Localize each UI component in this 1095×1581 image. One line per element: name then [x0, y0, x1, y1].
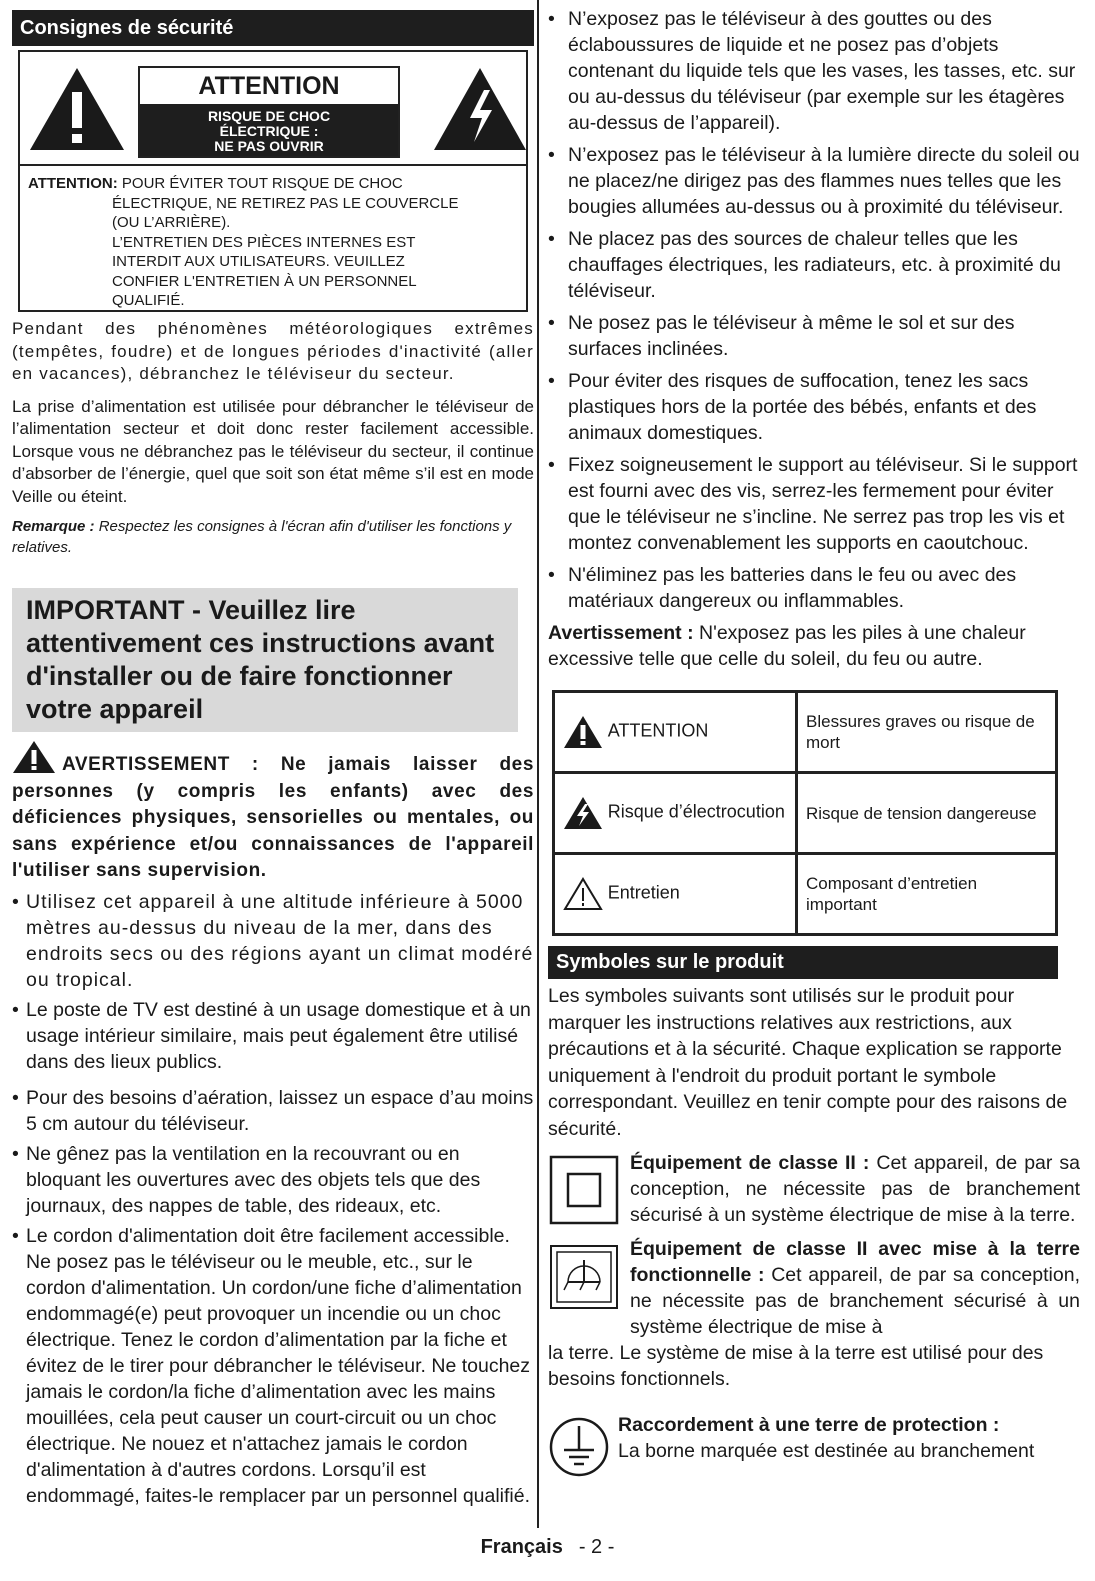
list-item: • Ne placez pas des sources de chaleur telles que les chauffages électriques, les radiateurs, etc. à proximité du téléviseur.	[548, 226, 1080, 304]
class-ii-label: Équipement de classe II :	[630, 1152, 870, 1174]
warning-triangle-icon	[563, 715, 603, 749]
safety-list-left	[12, 889, 534, 1509]
risk-line: NE PAS OUVRIR	[214, 138, 324, 154]
list-item: • N'éliminez pas les batteries dans le feu ou avec des matériaux dangereux ou inflammables.	[548, 562, 1080, 614]
caution-line: ÉLECTRIQUE, NE RETIREZ PAS LE COUVERCLE	[112, 194, 459, 212]
class-ii-desc: Cet appareil, de par sa conception, ne nécessite pas de branchement sécurisé à un système électrique de mise à la terre.	[630, 1152, 1080, 1226]
class-ii-functional-text	[630, 1236, 1080, 1340]
caution-line: POUR ÉVITER TOUT RISQUE DE CHOC	[121, 175, 403, 192]
caution-text	[20, 166, 526, 311]
footer-language: Français	[480, 1536, 563, 1558]
remark	[12, 516, 534, 558]
symbols-title: Symboles sur le produit	[548, 946, 1058, 979]
weather-paragraph	[12, 318, 534, 386]
class-ii-functional-earth-item	[548, 1236, 1080, 1340]
important-heading: IMPORTANT - Veuillez lire attentivement ces instructions avant d'installer ou de faire fonctionner votre appareil	[12, 588, 518, 732]
table-row	[554, 773, 1057, 854]
battery-warning-label: Avertissement :	[548, 622, 694, 644]
caution-label-header	[20, 52, 526, 166]
functional-earth-icon	[548, 1240, 620, 1312]
symbols-table	[552, 690, 1058, 936]
list-item: • Utilisez cet appareil à une altitude inférieure à 5000 mètres au-dessus du niveau de la mer, dans des endroits secs ou des régions ayant un climat modéré ou tropical.	[12, 889, 534, 993]
warning-triangle-icon	[12, 740, 56, 774]
page-number: - 2 -	[578, 1536, 615, 1558]
list-item: • Ne gênez pas la ventilation en la recouvrant ou en bloquant les ouvertures avec des objets tels que des journaux, des nappes de table, des rideaux, etc.	[12, 1141, 534, 1219]
risk-line: RISQUE DE CHOC	[207, 108, 331, 124]
class-ii-item	[548, 1150, 1080, 1228]
caution-line: QUALIFIÉ.	[112, 292, 185, 309]
protective-earth-desc: La borne marquée est destinée au branchement	[618, 1440, 1035, 1462]
left-column	[12, 10, 534, 1509]
risk-line: ÉLECTRIQUE :	[219, 123, 319, 139]
caution-line: CONFIER L'ENTRETIEN À UN PERSONNEL	[112, 272, 417, 290]
avertissement-text: AVERTISSEMENT : Ne jamais laisser des personnes (y compris les enfants) avec des déficiences physiques, sensorielles ou mentales, ou sans expérience et/ou connaissances de l'appareil l'utiliser sans supervision.	[12, 754, 534, 881]
caution-label-box	[18, 50, 528, 312]
symbol-cell	[554, 854, 797, 935]
caution-lead: ATTENTION:	[28, 175, 118, 192]
safety-title: Consignes de sécurité	[12, 10, 534, 46]
exclamation-warning-icon	[28, 66, 126, 152]
remark-text: Respectez les consignes à l'écran afin d'utiliser les fonctions y relatives.	[12, 518, 512, 556]
meaning-cell: Risque de tension dangereuse	[797, 773, 1057, 854]
list-item: • Le cordon d'alimentation doit être facilement accessible. Ne posez pas le téléviseur ou le meuble, etc., sur le cordon d'alimentation. Un cordon/une fiche d’alimentation endommagé(e) peut provoquer un incendie ou un choc électrique. Tenez le cordon d’alimentation par la fiche et évitez de le tirer pour débrancher le téléviseur. Ne touchez jamais le cordon/la fiche d’alimentation avec les mains mouillées, cela peut causer un court-circuit ou un choc électrique. Ne nouez et n'attachez jamais le cordon d'alimentation à d'autres cordons. Lorsqu’il est endommagé, faites-le remplacer par un personnel qualifié.	[12, 1223, 534, 1509]
list-item: • Pour des besoins d’aération, laissez un espace d’au moins 5 cm autour du téléviseur.	[12, 1085, 534, 1137]
symbol-label: Risque d’électrocution	[607, 801, 785, 822]
meaning-cell: Composant d’entretien important	[797, 854, 1057, 935]
class-ii-icon	[548, 1154, 620, 1226]
list-item: • Le poste de TV est destiné à un usage domestique et à un usage intérieur similaire, mais peut également être utilisé dans des lieux publics.	[12, 997, 534, 1075]
list-item: • Fixez soigneusement le support au téléviseur. Si le support est fourni avec des vis, serrez-les fermement pour éviter que le téléviseur ne s’incline. Ne serrez pas trop les vis et montez convenablement les supports en caoutchouc.	[548, 452, 1080, 556]
lightning-warning-icon	[563, 796, 603, 830]
symbol-cell	[554, 773, 797, 854]
symbol-label: ATTENTION	[607, 720, 709, 741]
attention-title: ATTENTION	[198, 72, 340, 100]
class-ii-functional-cont: la terre. Le système de mise à la terre est utilisé pour des besoins fonctionnels.	[548, 1342, 1044, 1390]
remark-label: Remarque :	[12, 518, 95, 535]
battery-warning-text: N'exposez pas les piles à une chaleur excessive telle que celle du soleil, du feu ou autre.	[548, 622, 1026, 670]
right-column	[548, 6, 1080, 1464]
lightning-warning-icon	[432, 66, 528, 152]
class-ii-text	[630, 1150, 1080, 1228]
protective-earth-icon	[548, 1416, 610, 1478]
protective-earth-label: Raccordement à une terre de protection :	[618, 1414, 1000, 1436]
table-row	[554, 854, 1057, 935]
class-ii-functional-desc: Cet appareil, de par sa conception, ne nécessite pas de branchement sécurisé à un système électrique de mise à	[630, 1264, 1080, 1338]
safety-list-right	[548, 6, 1080, 614]
protective-earth-item	[548, 1412, 1080, 1464]
list-item: • Pour éviter des risques de suffocation, tenez les sacs plastiques hors de la portée des bébés, enfants et des animaux domestiques.	[548, 368, 1080, 446]
symbol-cell	[554, 692, 797, 773]
attention-box	[138, 66, 400, 158]
caution-line: L’ENTRETIEN DES PIÈCES INTERNES EST	[112, 233, 416, 251]
page-footer	[0, 1536, 1095, 1559]
weather-text: Pendant des phénomènes météorologiques extrêmes (tempêtes, foudre) et de longues périodes d'inactivité (aller en vacances), débranchez le téléviseur du secteur.	[12, 319, 534, 383]
column-divider	[537, 0, 539, 1528]
meaning-cell: Blessures graves ou risque de mort	[797, 692, 1057, 773]
symbol-label: Entretien	[607, 882, 680, 903]
list-item: • N’exposez pas le téléviseur à des gouttes ou des éclaboussures de liquide et ne posez pas d’objets contenant du liquide tels que les vases, les tasses, etc. sur ou au-dessus du téléviseur (par exemple sur les étagères au-dessus de l’appareil).	[548, 6, 1080, 136]
caution-line: (OU L’ARRIÈRE).	[112, 214, 231, 231]
list-item: • N’exposez pas le téléviseur à la lumière directe du soleil ou ne placez/ne dirigez pas des flammes nues telles que les bougies allumées au-dessus ou à proximité du téléviseur.	[548, 142, 1080, 220]
symbols-intro: Les symboles suivants sont utilisés sur le produit pour marquer les instructions relatives aux restrictions, aux précautions et à la sécurité. Chaque explication se rapporte uniquement à l'endroit du produit portant le symbole correspondant. Veuillez en tenir compte pour des raisons de sécurité.	[548, 985, 1068, 1140]
plug-paragraph: La prise d’alimentation est utilisée pour débrancher le téléviseur de l’alimentation secteur et doit donc rester facilement accessible. Lorsque vous ne débranchez pas le téléviseur du secteur, il continue d’absorber de l’énergie, quel que soit son état même s’il est en mode Veille ou éteint.	[12, 396, 534, 506]
avertissement	[12, 740, 534, 885]
maintenance-warning-icon	[563, 877, 603, 911]
table-row	[554, 692, 1057, 773]
risk-of-shock	[140, 104, 398, 156]
class-ii-functional-label: Équipement de classe II avec mise à la terre fonctionnelle :	[630, 1238, 1080, 1286]
battery-warning	[548, 620, 1080, 672]
caution-line: INTERDIT AUX UTILISATEURS. VEUILLEZ	[112, 253, 405, 270]
list-item: • Ne posez pas le téléviseur à même le sol et sur des surfaces inclinées.	[548, 310, 1080, 362]
protective-earth-text	[618, 1412, 1080, 1464]
